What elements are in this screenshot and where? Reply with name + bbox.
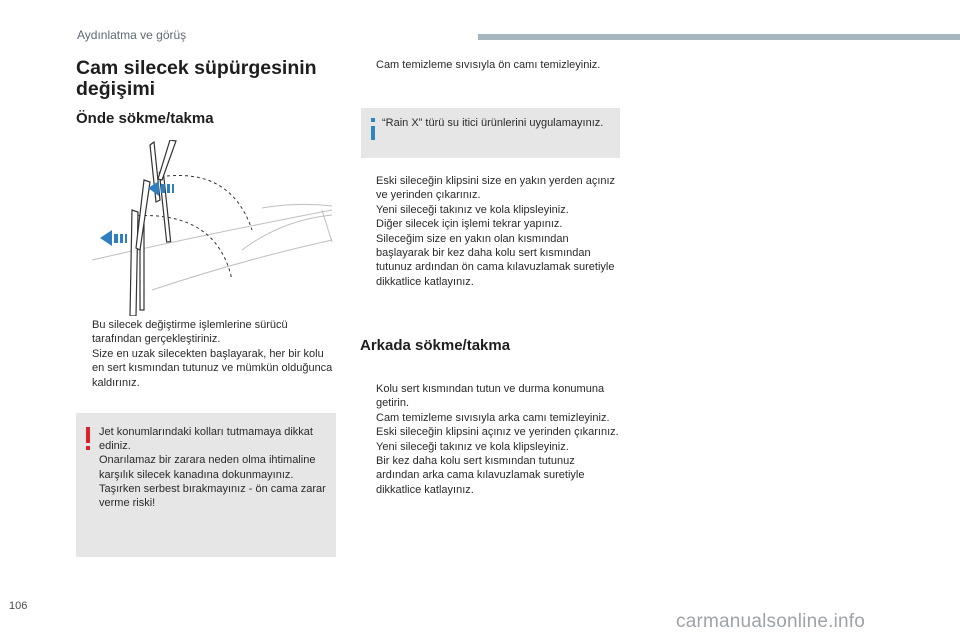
list-item: Eski sileceğin klipsini açınız ve yerinden çıkarınız. [376, 426, 619, 439]
page-title: Cam silecek süpürgesinin değişimi [76, 57, 317, 100]
list-item: Sileceğim size en yakın olan kısmından başlayarak bir kez daha kolu sert kısmından tutunuz ardından ön cama kılavuzlamak suretiyle dikkatlice katlayınız. [376, 232, 615, 288]
replacement-steps [361, 174, 621, 289]
front-heading: Önde sökme/takma [76, 110, 214, 127]
watermark: carmanualsonline.info [676, 611, 866, 632]
windshield-edge-line [92, 210, 332, 260]
list-item: Cam temizleme sıvısıyla ön camı temizleyiniz. [376, 59, 601, 71]
info-box [361, 108, 620, 158]
windshield-edge-line [242, 215, 332, 250]
list-item: Cam temizleme sıvısıyla arka camı temizleyiniz. [376, 411, 610, 424]
list-item: Diğer silecek için işlemi tekrar yapınız. [376, 218, 563, 231]
list-item: Yeni sileceği takınız ve kola klipsleyiniz. [376, 440, 569, 453]
warning-line: Taşırken serbest bırakmayınız - ön cama zarar verme riski! [99, 482, 326, 510]
warning-line: Jet konumlarındaki kolları tutmamaya dikkat ediniz. [99, 426, 313, 453]
info-icon [371, 126, 375, 140]
list-item: Yeni sileceği takınız ve kola klipsleyiniz. [376, 203, 569, 216]
list-item: Eski sileceğin klipsini size en yakın yerden açınız ve yerinden çıkarınız. [376, 175, 616, 202]
front-bullets [77, 318, 339, 390]
windshield-edge-line [152, 240, 332, 290]
right-top-bullets [361, 58, 601, 72]
info-text: “Rain X” türü su itici ürünlerini uygulamayınız. [382, 117, 604, 129]
windshield-edge-line [262, 204, 332, 208]
list-item: Size en uzak silecekten başlayarak, her bir kolu en sert kısmından tutunuz ve mümkün olduğunca kaldırınız. [92, 347, 333, 389]
header-bar [478, 34, 960, 40]
lift-arrow-icon [100, 230, 127, 246]
rear-bullets [361, 382, 619, 497]
list-item: Bu silecek değiştirme işlemlerine sürücü tarafından gerçekleştiriniz. [92, 319, 288, 346]
warning-icon [86, 427, 90, 443]
list-item: Bir kez daha kolu sert kısmından tutunuz ardından arka cama kılavuzlamak suretiyle dikkatlice katlayınız. [376, 455, 585, 496]
section-header: Aydınlatma ve görüş [77, 28, 187, 42]
list-item: Kolu sert kısmından tutun ve durma konumuna getirin. [376, 383, 605, 410]
warning-box [76, 413, 336, 557]
warning-line: Onarılamaz bir zarara neden olma ihtimaline karşılık silecek kanadına dokunmayınız. [99, 454, 316, 481]
wiper-arc-path [167, 175, 252, 230]
wiper-illustration [92, 140, 334, 316]
page-number: 106 [9, 600, 28, 612]
rear-heading: Arkada sökme/takma [360, 337, 511, 354]
